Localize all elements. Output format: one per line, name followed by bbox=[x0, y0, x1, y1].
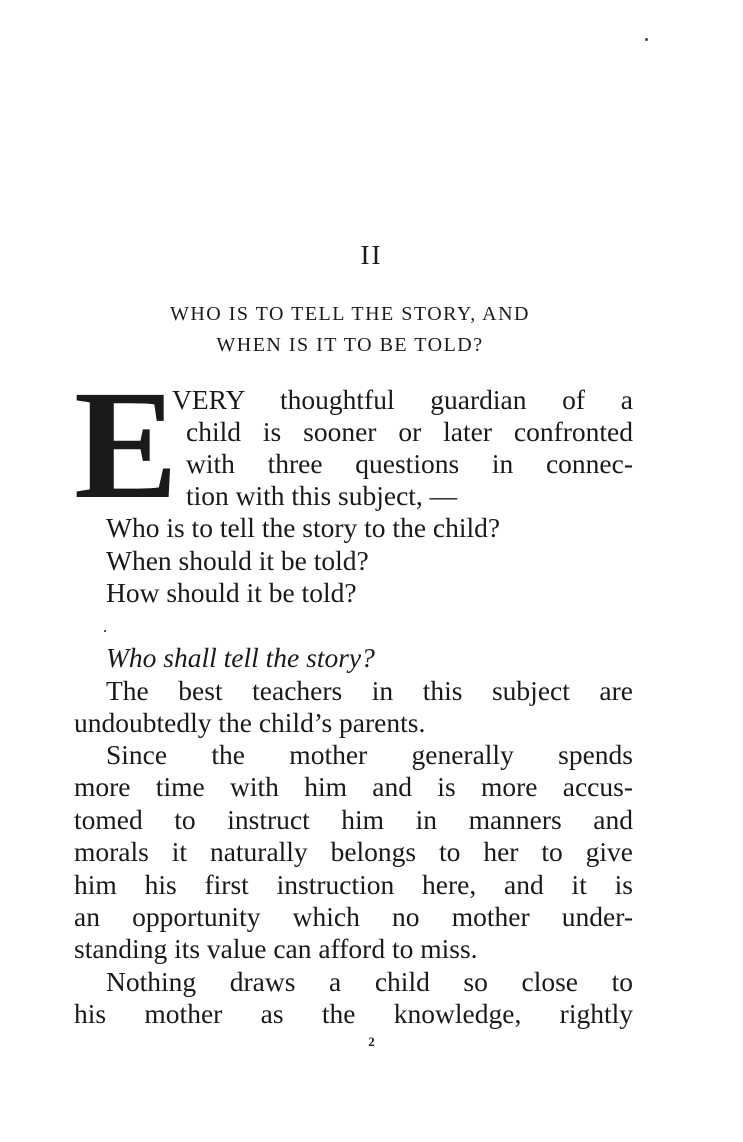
text-line: child is sooner or later confronted bbox=[186, 416, 633, 447]
chapter-title-line: WHO IS TO TELL THE STORY, AND bbox=[169, 303, 530, 325]
text-line: tomed to instruct him in manners and bbox=[74, 804, 633, 835]
text-line: his mother as the knowledge, rightly bbox=[74, 998, 633, 1029]
page-number: 2 bbox=[368, 1034, 375, 1049]
chapter-number: II bbox=[360, 240, 383, 270]
section-heading: Who shall tell the story? bbox=[106, 642, 375, 673]
question-line: Who is to tell the story to the child? bbox=[106, 512, 501, 543]
text-line: morals it naturally belongs to her to give bbox=[74, 836, 633, 867]
drop-cap: E bbox=[74, 358, 177, 531]
stray-mark bbox=[104, 630, 106, 632]
question-line: When should it be told? bbox=[106, 545, 369, 576]
text-line: The best teachers in this subject are bbox=[106, 675, 633, 706]
text-line: tion with this subject, — bbox=[186, 480, 458, 511]
text-line: an opportunity which no mother under- bbox=[74, 901, 633, 932]
text-line: more time with him and is more accus- bbox=[74, 771, 633, 802]
text-line: VERY thoughtful guardian of a bbox=[172, 384, 633, 415]
text-line: Nothing draws a child so close to bbox=[106, 966, 633, 997]
text-line: standing its value can afford to miss. bbox=[74, 933, 478, 964]
chapter-title bbox=[90, 299, 610, 361]
text-line: with three questions in connec- bbox=[186, 448, 633, 479]
chapter-title-line: WHEN IS IT TO BE TOLD? bbox=[216, 334, 484, 356]
text-line: Since the mother generally spends bbox=[106, 739, 633, 770]
question-line: How should it be told? bbox=[106, 577, 357, 608]
text-line: him his first instruction here, and it is bbox=[74, 869, 633, 900]
text-line: undoubtedly the child’s parents. bbox=[74, 707, 426, 738]
ink-speck bbox=[645, 38, 648, 41]
